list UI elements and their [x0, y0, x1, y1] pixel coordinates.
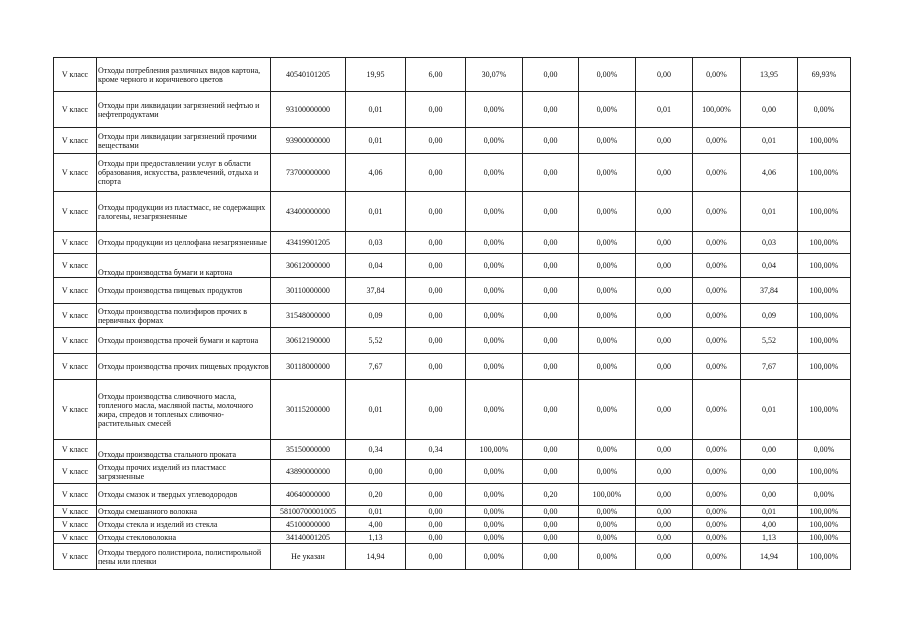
amount-col-2-cell: 0,00	[523, 354, 579, 380]
percent-col-4-cell: 100,00%	[798, 254, 851, 278]
percent-col-3-cell: 0,00%	[693, 328, 741, 354]
hazard-class-cell: V класс	[54, 254, 97, 278]
table-row	[54, 354, 851, 380]
total-amount-cell: 4,00	[346, 518, 406, 532]
percent-col-3-cell: 0,00%	[693, 440, 741, 460]
fkko-code-cell: 30612190000	[271, 328, 346, 354]
amount-col-2-cell: 0,20	[523, 484, 579, 506]
fkko-code-cell: 58100700001005	[271, 506, 346, 518]
table-row	[54, 154, 851, 192]
amount-col-1-cell: 0,00	[406, 154, 466, 192]
amount-col-4-cell: 0,01	[741, 506, 798, 518]
percent-col-2-cell: 0,00%	[579, 354, 636, 380]
amount-col-3-cell: 0,00	[636, 460, 693, 484]
fkko-code-cell: 73700000000	[271, 154, 346, 192]
total-amount-cell: 14,94	[346, 544, 406, 570]
waste-name-cell: Отходы при ликвидации загрязнений нефтью и нефтепродуктами	[97, 92, 271, 128]
table-body	[54, 58, 851, 570]
amount-col-1-cell: 0,00	[406, 128, 466, 154]
waste-name-cell: Отходы производства сливочного масла, топленого масла, масляной пасты, молочного жира, спредов и топленых сливочно-растительных смесей	[97, 380, 271, 440]
hazard-class-cell: V класс	[54, 92, 97, 128]
fkko-code-cell: 40640000000	[271, 484, 346, 506]
percent-col-4-cell: 100,00%	[798, 460, 851, 484]
table-row	[54, 92, 851, 128]
amount-col-3-cell: 0,00	[636, 192, 693, 232]
total-amount-cell: 0,00	[346, 460, 406, 484]
percent-col-3-cell: 0,00%	[693, 354, 741, 380]
percent-col-3-cell: 100,00%	[693, 92, 741, 128]
total-amount-cell: 7,67	[346, 354, 406, 380]
total-amount-cell: 0,09	[346, 304, 406, 328]
amount-col-2-cell: 0,00	[523, 460, 579, 484]
waste-table	[53, 57, 851, 570]
amount-col-2-cell: 0,00	[523, 58, 579, 92]
amount-col-3-cell: 0,00	[636, 278, 693, 304]
waste-name-cell: Отходы стекловолокна	[97, 532, 271, 544]
fkko-code-cell: 45100000000	[271, 518, 346, 532]
hazard-class-cell: V класс	[54, 192, 97, 232]
fkko-code-cell: 93100000000	[271, 92, 346, 128]
fkko-code-cell: 30612000000	[271, 254, 346, 278]
percent-col-4-cell: 100,00%	[798, 232, 851, 254]
total-amount-cell: 0,34	[346, 440, 406, 460]
hazard-class-cell: V класс	[54, 506, 97, 518]
percent-col-1-cell: 100,00%	[466, 440, 523, 460]
amount-col-3-cell: 0,01	[636, 92, 693, 128]
hazard-class-cell: V класс	[54, 328, 97, 354]
amount-col-3-cell: 0,00	[636, 518, 693, 532]
amount-col-3-cell: 0,00	[636, 440, 693, 460]
amount-col-2-cell: 0,00	[523, 154, 579, 192]
total-amount-cell: 0,03	[346, 232, 406, 254]
amount-col-2-cell: 0,00	[523, 328, 579, 354]
percent-col-1-cell: 0,00%	[466, 128, 523, 154]
fkko-code-cell: 34140001205	[271, 532, 346, 544]
table-row	[54, 278, 851, 304]
table-row	[54, 192, 851, 232]
percent-col-1-cell: 0,00%	[466, 544, 523, 570]
amount-col-3-cell: 0,00	[636, 354, 693, 380]
percent-col-4-cell: 100,00%	[798, 304, 851, 328]
table-row	[54, 232, 851, 254]
amount-col-3-cell: 0,00	[636, 328, 693, 354]
percent-col-2-cell: 0,00%	[579, 192, 636, 232]
table-row	[54, 304, 851, 328]
hazard-class-cell: V класс	[54, 460, 97, 484]
amount-col-3-cell: 0,00	[636, 304, 693, 328]
amount-col-4-cell: 14,94	[741, 544, 798, 570]
percent-col-2-cell: 0,00%	[579, 440, 636, 460]
waste-name-cell: Отходы смешанного волокна	[97, 506, 271, 518]
table-row	[54, 128, 851, 154]
percent-col-1-cell: 0,00%	[466, 380, 523, 440]
amount-col-4-cell: 0,01	[741, 192, 798, 232]
total-amount-cell: 5,52	[346, 328, 406, 354]
percent-col-3-cell: 0,00%	[693, 278, 741, 304]
percent-col-2-cell: 100,00%	[579, 484, 636, 506]
amount-col-2-cell: 0,00	[523, 278, 579, 304]
amount-col-1-cell: 0,00	[406, 532, 466, 544]
waste-name-cell: Отходы при предоставлении услуг в области образования, искусства, развлечений, отдыха и спорта	[97, 154, 271, 192]
amount-col-2-cell: 0,00	[523, 304, 579, 328]
hazard-class-cell: V класс	[54, 304, 97, 328]
amount-col-2-cell: 0,00	[523, 544, 579, 570]
fkko-code-cell: 93900000000	[271, 128, 346, 154]
percent-col-2-cell: 0,00%	[579, 518, 636, 532]
hazard-class-cell: V класс	[54, 278, 97, 304]
waste-name-cell: Отходы смазок и твердых углеводородов	[97, 484, 271, 506]
percent-col-2-cell: 0,00%	[579, 58, 636, 92]
fkko-code-cell: 43400000000	[271, 192, 346, 232]
amount-col-4-cell: 37,84	[741, 278, 798, 304]
percent-col-2-cell: 0,00%	[579, 304, 636, 328]
amount-col-1-cell: 0,00	[406, 254, 466, 278]
amount-col-1-cell: 0,00	[406, 232, 466, 254]
table-row	[54, 328, 851, 354]
amount-col-4-cell: 0,01	[741, 380, 798, 440]
percent-col-2-cell: 0,00%	[579, 254, 636, 278]
hazard-class-cell: V класс	[54, 518, 97, 532]
amount-col-3-cell: 0,00	[636, 380, 693, 440]
fkko-code-cell: 35150000000	[271, 440, 346, 460]
percent-col-3-cell: 0,00%	[693, 518, 741, 532]
amount-col-4-cell: 0,00	[741, 440, 798, 460]
hazard-class-cell: V класс	[54, 440, 97, 460]
amount-col-2-cell: 0,00	[523, 192, 579, 232]
waste-name-cell: Отходы продукции из пластмасс, не содержащих галогены, незагрязненные	[97, 192, 271, 232]
total-amount-cell: 0,01	[346, 506, 406, 518]
table-row	[54, 460, 851, 484]
total-amount-cell: 0,04	[346, 254, 406, 278]
waste-name-cell: Отходы потребления различных видов картона, кроме черного и коричневого цветов	[97, 58, 271, 92]
amount-col-2-cell: 0,00	[523, 380, 579, 440]
amount-col-3-cell: 0,00	[636, 128, 693, 154]
percent-col-1-cell: 0,00%	[466, 232, 523, 254]
percent-col-3-cell: 0,00%	[693, 128, 741, 154]
amount-col-1-cell: 0,00	[406, 544, 466, 570]
waste-name-cell: Отходы производства стального проката	[97, 440, 271, 460]
amount-col-2-cell: 0,00	[523, 92, 579, 128]
table-row	[54, 380, 851, 440]
waste-name-cell: Отходы производства прочих пищевых продуктов	[97, 354, 271, 380]
table-row	[54, 58, 851, 92]
percent-col-2-cell: 0,00%	[579, 544, 636, 570]
percent-col-2-cell: 0,00%	[579, 128, 636, 154]
percent-col-3-cell: 0,00%	[693, 192, 741, 232]
amount-col-4-cell: 0,03	[741, 232, 798, 254]
percent-col-1-cell: 0,00%	[466, 278, 523, 304]
amount-col-4-cell: 0,04	[741, 254, 798, 278]
amount-col-2-cell: 0,00	[523, 128, 579, 154]
percent-col-4-cell: 100,00%	[798, 328, 851, 354]
amount-col-3-cell: 0,00	[636, 232, 693, 254]
fkko-code-cell: Не указан	[271, 544, 346, 570]
percent-col-2-cell: 0,00%	[579, 92, 636, 128]
amount-col-1-cell: 6,00	[406, 58, 466, 92]
waste-name-cell: Отходы продукции из целлофана незагрязненные	[97, 232, 271, 254]
table-row	[54, 544, 851, 570]
percent-col-1-cell: 0,00%	[466, 304, 523, 328]
percent-col-2-cell: 0,00%	[579, 460, 636, 484]
percent-col-2-cell: 0,00%	[579, 232, 636, 254]
total-amount-cell: 0,01	[346, 92, 406, 128]
hazard-class-cell: V класс	[54, 532, 97, 544]
amount-col-4-cell: 7,67	[741, 354, 798, 380]
percent-col-4-cell: 0,00%	[798, 92, 851, 128]
percent-col-3-cell: 0,00%	[693, 232, 741, 254]
percent-col-1-cell: 0,00%	[466, 354, 523, 380]
percent-col-3-cell: 0,00%	[693, 532, 741, 544]
percent-col-1-cell: 0,00%	[466, 532, 523, 544]
amount-col-1-cell: 0,00	[406, 460, 466, 484]
amount-col-1-cell: 0,00	[406, 484, 466, 506]
waste-name-cell: Отходы производства пищевых продуктов	[97, 278, 271, 304]
hazard-class-cell: V класс	[54, 154, 97, 192]
waste-name-cell: Отходы производства бумаги и картона	[97, 254, 271, 278]
amount-col-1-cell: 0,00	[406, 304, 466, 328]
amount-col-2-cell: 0,00	[523, 232, 579, 254]
fkko-code-cell: 43890000000	[271, 460, 346, 484]
total-amount-cell: 19,95	[346, 58, 406, 92]
percent-col-4-cell: 100,00%	[798, 128, 851, 154]
amount-col-3-cell: 0,00	[636, 254, 693, 278]
percent-col-4-cell: 69,93%	[798, 58, 851, 92]
percent-col-3-cell: 0,00%	[693, 484, 741, 506]
percent-col-4-cell: 100,00%	[798, 506, 851, 518]
total-amount-cell: 0,01	[346, 192, 406, 232]
percent-col-2-cell: 0,00%	[579, 154, 636, 192]
hazard-class-cell: V класс	[54, 380, 97, 440]
amount-col-4-cell: 4,06	[741, 154, 798, 192]
total-amount-cell: 0,01	[346, 128, 406, 154]
hazard-class-cell: V класс	[54, 58, 97, 92]
table-row	[54, 506, 851, 518]
fkko-code-cell: 40540101205	[271, 58, 346, 92]
hazard-class-cell: V класс	[54, 484, 97, 506]
percent-col-4-cell: 100,00%	[798, 192, 851, 232]
table-row	[54, 440, 851, 460]
hazard-class-cell: V класс	[54, 128, 97, 154]
hazard-class-cell: V класс	[54, 544, 97, 570]
hazard-class-cell: V класс	[54, 354, 97, 380]
fkko-code-cell: 30110000000	[271, 278, 346, 304]
percent-col-3-cell: 0,00%	[693, 544, 741, 570]
percent-col-1-cell: 30,07%	[466, 58, 523, 92]
amount-col-1-cell: 0,00	[406, 328, 466, 354]
waste-name-cell: Отходы при ликвидации загрязнений прочими веществами	[97, 128, 271, 154]
amount-col-1-cell: 0,00	[406, 506, 466, 518]
total-amount-cell: 1,13	[346, 532, 406, 544]
percent-col-1-cell: 0,00%	[466, 92, 523, 128]
amount-col-1-cell: 0,00	[406, 192, 466, 232]
amount-col-4-cell: 5,52	[741, 328, 798, 354]
amount-col-1-cell: 0,34	[406, 440, 466, 460]
percent-col-1-cell: 0,00%	[466, 518, 523, 532]
percent-col-1-cell: 0,00%	[466, 460, 523, 484]
total-amount-cell: 4,06	[346, 154, 406, 192]
amount-col-4-cell: 0,00	[741, 92, 798, 128]
amount-col-4-cell: 1,13	[741, 532, 798, 544]
hazard-class-cell: V класс	[54, 232, 97, 254]
percent-col-2-cell: 0,00%	[579, 380, 636, 440]
percent-col-4-cell: 100,00%	[798, 544, 851, 570]
amount-col-2-cell: 0,00	[523, 532, 579, 544]
percent-col-1-cell: 0,00%	[466, 192, 523, 232]
percent-col-3-cell: 0,00%	[693, 506, 741, 518]
percent-col-4-cell: 0,00%	[798, 440, 851, 460]
amount-col-2-cell: 0,00	[523, 506, 579, 518]
table-row	[54, 254, 851, 278]
table-row	[54, 532, 851, 544]
percent-col-2-cell: 0,00%	[579, 506, 636, 518]
fkko-code-cell: 30115200000	[271, 380, 346, 440]
amount-col-3-cell: 0,00	[636, 154, 693, 192]
percent-col-3-cell: 0,00%	[693, 304, 741, 328]
percent-col-4-cell: 100,00%	[798, 518, 851, 532]
amount-col-3-cell: 0,00	[636, 506, 693, 518]
amount-col-3-cell: 0,00	[636, 58, 693, 92]
percent-col-2-cell: 0,00%	[579, 532, 636, 544]
amount-col-1-cell: 0,00	[406, 380, 466, 440]
waste-name-cell: Отходы прочих изделий из пластмасс загрязненные	[97, 460, 271, 484]
fkko-code-cell: 43419901205	[271, 232, 346, 254]
amount-col-1-cell: 0,00	[406, 278, 466, 304]
amount-col-3-cell: 0,00	[636, 532, 693, 544]
amount-col-4-cell: 0,00	[741, 484, 798, 506]
waste-name-cell: Отходы стекла и изделий из стекла	[97, 518, 271, 532]
fkko-code-cell: 30118000000	[271, 354, 346, 380]
percent-col-1-cell: 0,00%	[466, 506, 523, 518]
percent-col-3-cell: 0,00%	[693, 460, 741, 484]
table-row	[54, 484, 851, 506]
percent-col-3-cell: 0,00%	[693, 380, 741, 440]
percent-col-1-cell: 0,00%	[466, 484, 523, 506]
amount-col-4-cell: 4,00	[741, 518, 798, 532]
waste-name-cell: Отходы производства прочей бумаги и картона	[97, 328, 271, 354]
table-row	[54, 518, 851, 532]
amount-col-4-cell: 0,01	[741, 128, 798, 154]
percent-col-4-cell: 100,00%	[798, 380, 851, 440]
percent-col-3-cell: 0,00%	[693, 154, 741, 192]
amount-col-3-cell: 0,00	[636, 484, 693, 506]
total-amount-cell: 0,20	[346, 484, 406, 506]
percent-col-4-cell: 0,00%	[798, 484, 851, 506]
percent-col-3-cell: 0,00%	[693, 254, 741, 278]
amount-col-1-cell: 0,00	[406, 518, 466, 532]
amount-col-3-cell: 0,00	[636, 544, 693, 570]
amount-col-4-cell: 0,00	[741, 460, 798, 484]
total-amount-cell: 37,84	[346, 278, 406, 304]
percent-col-2-cell: 0,00%	[579, 278, 636, 304]
amount-col-1-cell: 0,00	[406, 354, 466, 380]
percent-col-1-cell: 0,00%	[466, 154, 523, 192]
fkko-code-cell: 31548000000	[271, 304, 346, 328]
percent-col-4-cell: 100,00%	[798, 278, 851, 304]
percent-col-4-cell: 100,00%	[798, 154, 851, 192]
percent-col-1-cell: 0,00%	[466, 328, 523, 354]
percent-col-3-cell: 0,00%	[693, 58, 741, 92]
amount-col-4-cell: 0,09	[741, 304, 798, 328]
total-amount-cell: 0,01	[346, 380, 406, 440]
amount-col-4-cell: 13,95	[741, 58, 798, 92]
percent-col-4-cell: 100,00%	[798, 354, 851, 380]
percent-col-2-cell: 0,00%	[579, 328, 636, 354]
amount-col-2-cell: 0,00	[523, 254, 579, 278]
percent-col-4-cell: 100,00%	[798, 532, 851, 544]
waste-name-cell: Отходы твердого полистирола, полистирольной пены или пленки	[97, 544, 271, 570]
percent-col-1-cell: 0,00%	[466, 254, 523, 278]
amount-col-1-cell: 0,00	[406, 92, 466, 128]
amount-col-2-cell: 0,00	[523, 518, 579, 532]
waste-table-page	[53, 57, 851, 570]
amount-col-2-cell: 0,00	[523, 440, 579, 460]
waste-name-cell: Отходы производства полиэфиров прочих в первичных формах	[97, 304, 271, 328]
